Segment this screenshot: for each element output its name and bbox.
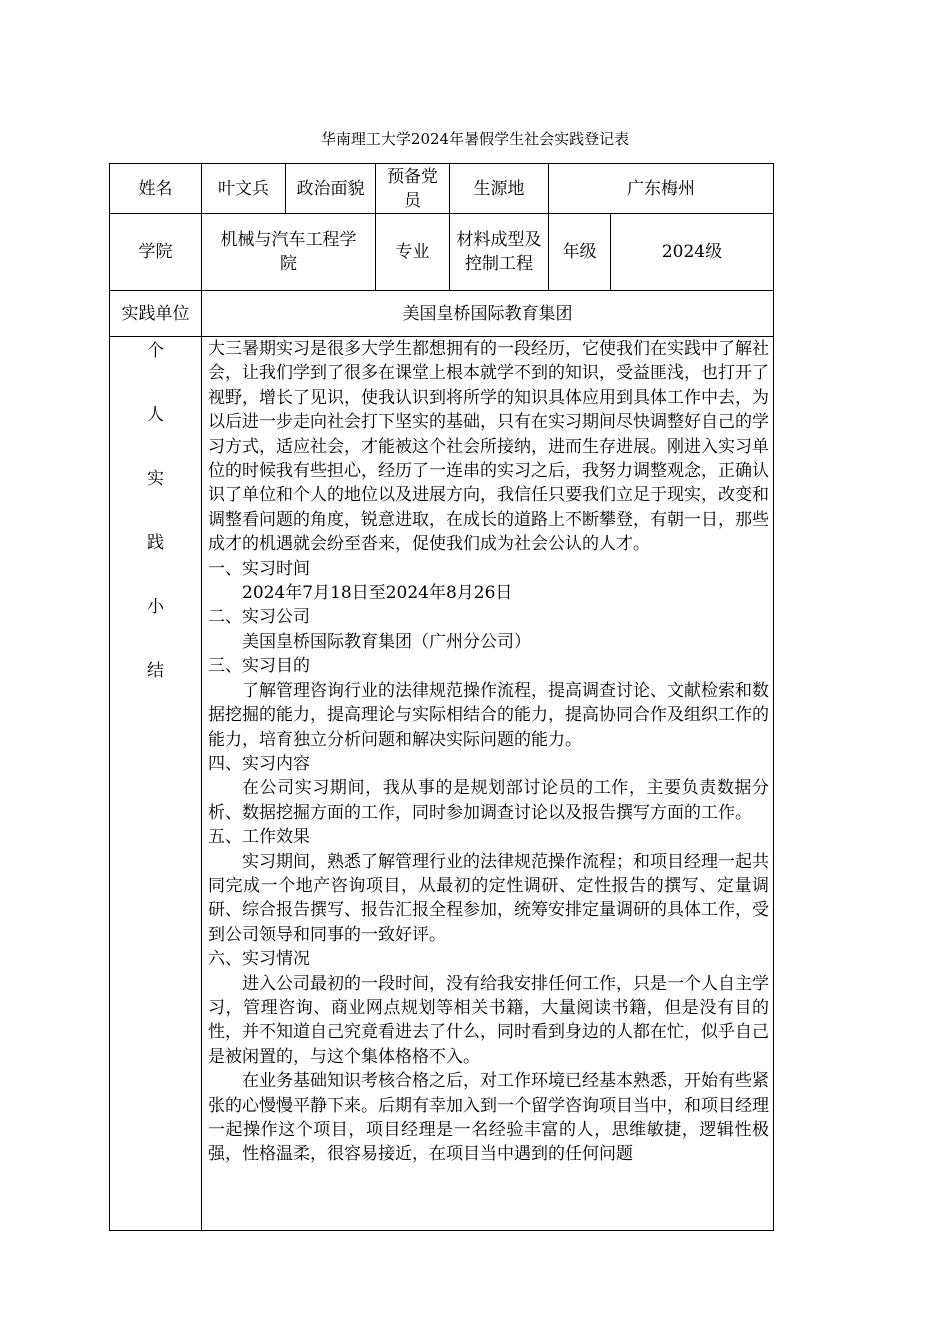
internship-time: 2024年7月18日至2024年8月26日 xyxy=(242,583,513,604)
college-label: 学院 xyxy=(110,214,202,291)
section-heading: 一、实习时间 xyxy=(208,558,310,579)
political-label: 政治面貌 xyxy=(286,164,376,214)
grade-value: 2024级 xyxy=(611,214,774,291)
side-char: 结 xyxy=(147,661,164,681)
work-results: 实习期间，熟悉了解管理行业的法律规范操作流程；和项目经理一起共同完成一个地产咨询项目，从最初的定性调研、定性报告的撰写、定量调研、综合报告撰写、报告汇报全程参加，统筹安排定量调研的具体工作，受到公司领导和同事的一致好评。 xyxy=(208,851,769,945)
registration-table xyxy=(109,163,774,1231)
origin-label: 生源地 xyxy=(450,164,549,214)
section-heading: 二、实习公司 xyxy=(208,607,310,628)
name-label: 姓名 xyxy=(110,164,202,214)
side-char: 小 xyxy=(147,597,164,617)
summary-body xyxy=(202,337,774,1231)
internship-company: 美国皇桥国际教育集团（广州分公司） xyxy=(242,631,531,652)
internship-content: 在公司实习期间，我从事的是规划部讨论员的工作，主要负责数据分析、数据挖掘方面的工作，同时参加调查讨论以及报告撰写方面的工作。 xyxy=(208,778,769,823)
summary-side-label xyxy=(110,337,202,1231)
side-char: 个 xyxy=(147,341,164,361)
side-char: 实 xyxy=(147,469,164,489)
section-heading: 四、实习内容 xyxy=(208,753,310,774)
row-college xyxy=(110,214,774,291)
row-summary xyxy=(110,337,774,1231)
section-heading: 五、工作效果 xyxy=(208,827,310,848)
situation-paragraph-2: 在业务基础知识考核合格之后，对工作环境已经基本熟悉，开始有些紧张的心慢慢平静下来。后期有幸加入到一个留学咨询项目当中，和项目经理一起操作这个项目，项目经理是一名经验丰富的人，思维敏捷，逻辑性极强，性格温柔，很容易接近，在项目当中遇到的任何问题 xyxy=(208,1071,769,1165)
situation-paragraph-1: 进入公司最初的一段时间，没有给我安排任何工作，只是一个人自主学习，管理咨询、商业网点规划等相关书籍，大量阅读书籍，但是没有目的性，并不知道自己究竟看进去了什么，同时看到身边的人都在忙，似乎自己是被闲置的，与这个集体格格不入。 xyxy=(208,973,769,1067)
intro-paragraph: 大三暑期实习是很多大学生都想拥有的一段经历，它使我们在实践中了解社会，让我们学到了很多在课堂上根本就学不到的知识，受益匪浅，也打开了视野，增长了见识，使我认识到将所学的知识具体应用到具体工作中去，为以后进一步走向社会打下坚实的基础，只有在实习期间尽快调整好自己的学习方式，适应社会，才能被这个社会所接纳，进而生存进展。刚进入实习单位的时候我有些担心，经历了一连串的实习之后，我努力调整观念，正确认识了单位和个人的地位以及进展方向，我信任只要我们立足于现实，改变和调整看问题的角度，锐意进取，在成长的道路上不断攀登，有朝一日，那些成才的机遇就会纷至沓来，促使我们成为社会公认的人才。 xyxy=(208,339,769,555)
section-heading: 六、实习情况 xyxy=(208,949,310,970)
section-heading: 三、实习目的 xyxy=(208,656,310,677)
page-title: 华南理工大学2024年暑假学生社会实践登记表 xyxy=(320,130,630,148)
unit-value: 美国皇桥国际教育集团 xyxy=(202,291,774,337)
grade-label: 年级 xyxy=(549,214,611,291)
name-value: 叶文兵 xyxy=(202,164,286,214)
political-value: 预备党员 xyxy=(376,164,450,214)
side-char: 人 xyxy=(147,405,164,425)
unit-label: 实践单位 xyxy=(110,291,202,337)
internship-purpose: 了解管理咨询行业的法律规范操作流程，提高调查讨论、文献检索和数据挖掘的能力，提高理论与实际相结合的能力，提高协同合作及组织工作的能力，培育独立分析问题和解决实际问题的能力。 xyxy=(208,680,769,750)
row-name xyxy=(110,164,774,214)
row-unit xyxy=(110,291,774,337)
major-value: 材料成型及控制工程 xyxy=(450,214,549,291)
major-label: 专业 xyxy=(376,214,450,291)
college-value: 机械与汽车工程学院 xyxy=(202,214,376,291)
origin-value: 广东梅州 xyxy=(549,164,774,214)
side-char: 践 xyxy=(147,533,164,553)
